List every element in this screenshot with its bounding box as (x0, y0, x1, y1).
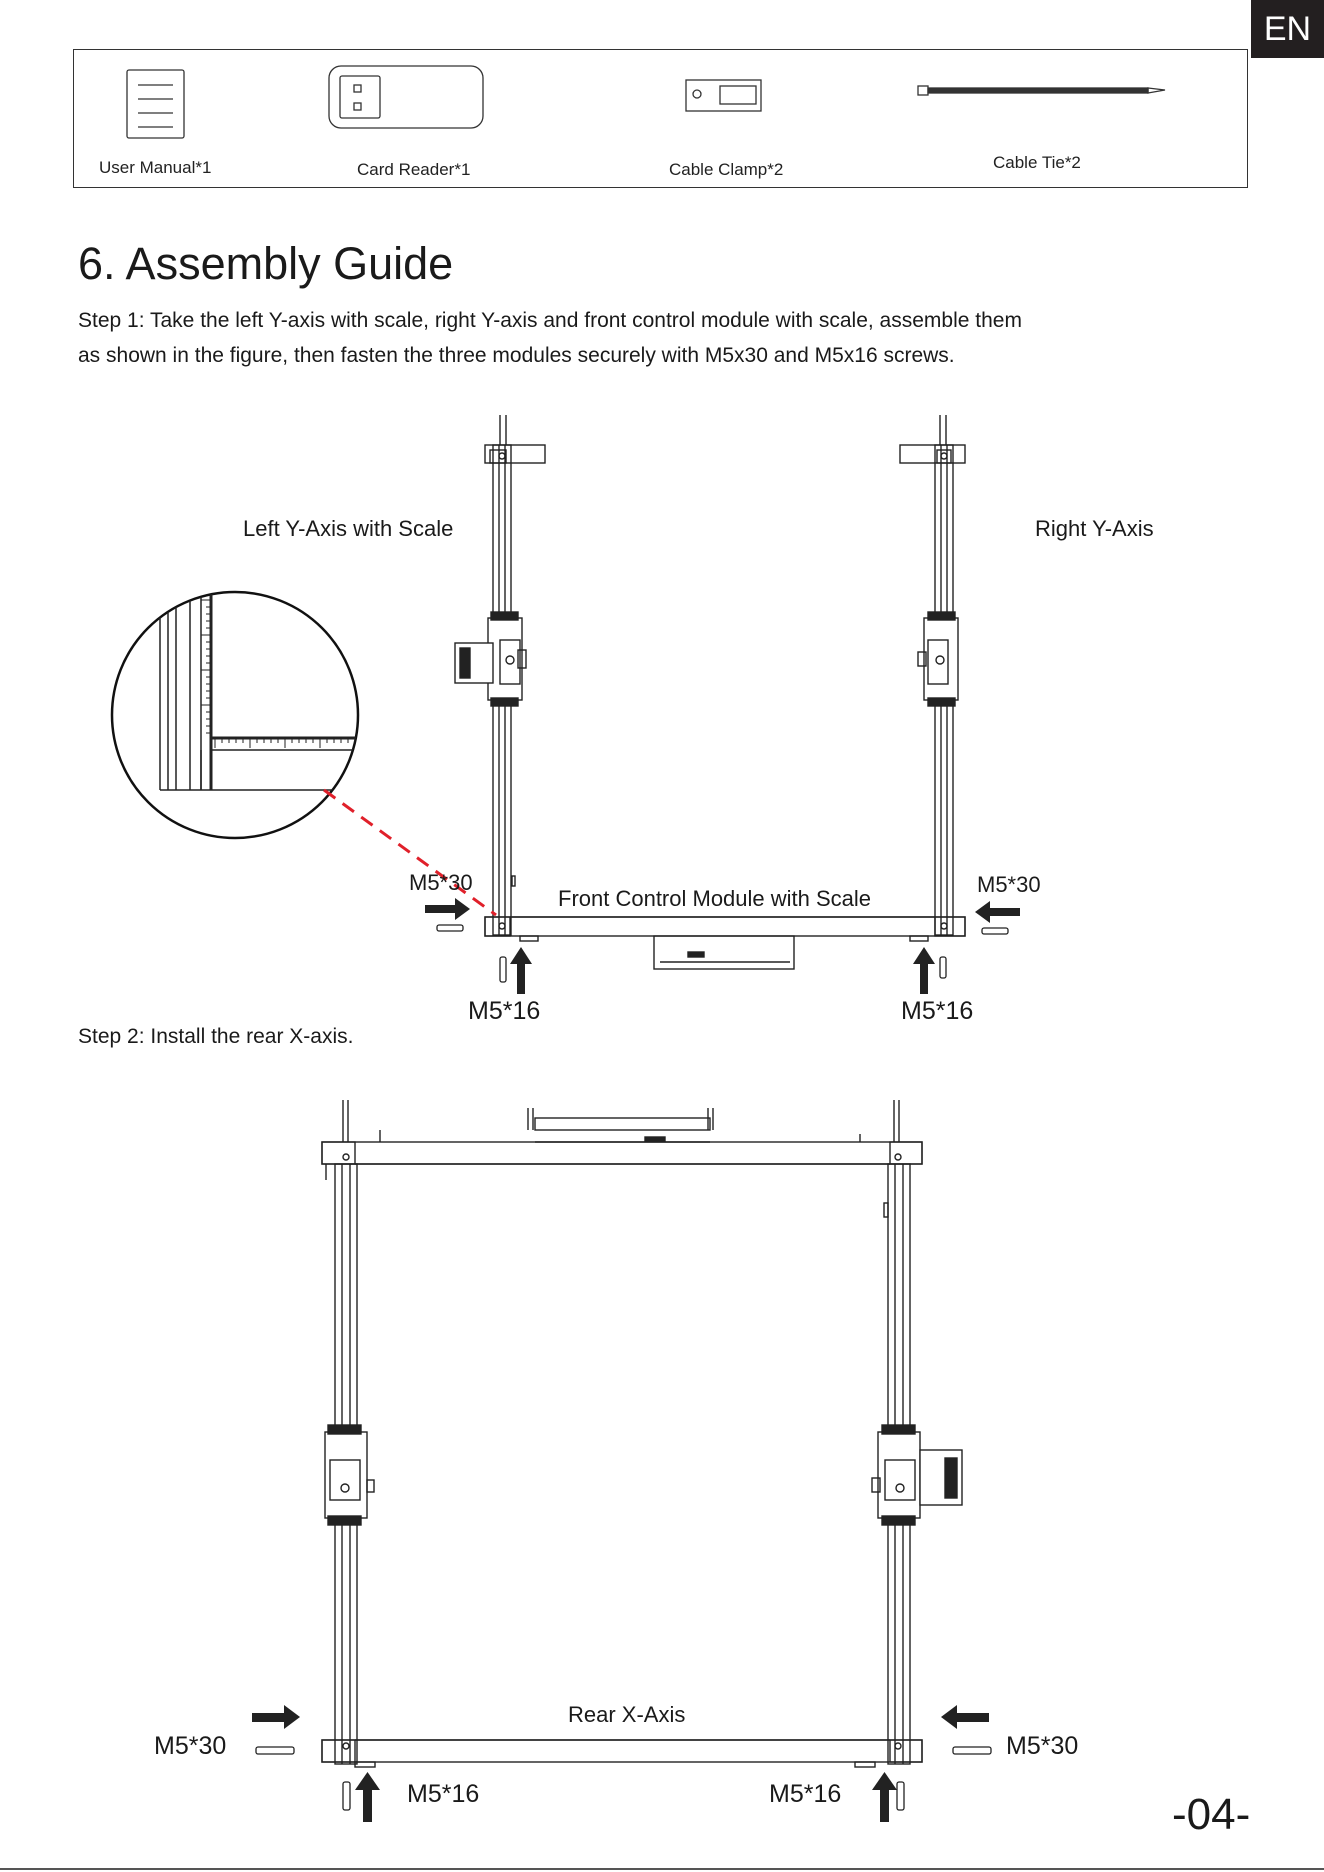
accessory-label-manual: User Manual*1 (99, 158, 212, 177)
step2-text: Step 2: Install the rear X-axis. (78, 1025, 354, 1048)
arrow-up-icon (355, 1772, 380, 1822)
arrow-left-icon (941, 1705, 989, 1729)
footer-rule (0, 1868, 1324, 1870)
screw-icon (953, 1747, 991, 1754)
front-module-label: Front Control Module with Scale (558, 886, 872, 911)
screw-icon (343, 1782, 350, 1810)
left-y-axis-label: Left Y-Axis with Scale (243, 516, 454, 541)
screw-icon (500, 957, 506, 982)
section-title: 6. Assembly Guide (78, 238, 454, 289)
step2-right-y-axis (872, 1164, 962, 1764)
step1-screw-label-right-bottom: M5*16 (901, 997, 974, 1025)
arrow-up-icon (872, 1772, 897, 1822)
step2-front-module (322, 1100, 922, 1164)
step1-left-y-axis (455, 415, 545, 935)
right-y-axis-label: Right Y-Axis (1035, 516, 1154, 541)
arrow-right-icon (425, 898, 470, 920)
step2-rear-x-axis (322, 1740, 922, 1767)
step2-screw-label-right-side: M5*30 (1006, 1732, 1079, 1760)
rear-x-axis-label: Rear X-Axis (568, 1702, 686, 1727)
step1-screw-label-left-side: M5*30 (409, 870, 473, 895)
step2-screw-label-right-bottom: M5*16 (769, 1780, 842, 1808)
step1-screw-label-left-bottom: M5*16 (468, 997, 541, 1025)
card-reader-icon (329, 66, 483, 128)
step2-screw-label-left-side: M5*30 (154, 1732, 227, 1760)
step1-screw-label-right-side: M5*30 (977, 872, 1041, 897)
step2-screw-label-left-bottom: M5*16 (407, 1780, 480, 1808)
step1-right-y-axis (900, 415, 965, 935)
screw-icon (897, 1782, 904, 1810)
arrow-up-icon (913, 947, 935, 994)
scale-magnifier (112, 580, 380, 838)
step2-left-y-axis (325, 1164, 374, 1764)
step1-fasteners (425, 898, 1020, 994)
screw-icon (982, 928, 1008, 934)
accessory-label-cable-tie: Cable Tie*2 (993, 153, 1081, 172)
arrow-right-icon (252, 1705, 300, 1729)
screw-icon (256, 1747, 294, 1754)
accessory-label-cable-clamp: Cable Clamp*2 (669, 160, 784, 179)
callout-dashed-line (324, 790, 496, 915)
arrow-left-icon (975, 901, 1020, 923)
step1-text-line2: as shown in the figure, then fasten the three modules securely with M5x30 and M5x16 screws. (78, 344, 955, 367)
arrow-up-icon (510, 947, 532, 994)
language-badge: EN (1251, 0, 1324, 58)
screw-icon (940, 957, 946, 978)
cable-tie-icon (918, 86, 1165, 95)
manual-icon (127, 70, 184, 138)
cable-clamp-icon (686, 80, 761, 111)
page-number: -04- (1172, 1790, 1251, 1839)
accessory-label-card-reader: Card Reader*1 (357, 160, 471, 179)
step1-text-line1: Step 1: Take the left Y-axis with scale, right Y-axis and front control module with scale, assemble them (78, 309, 1022, 332)
screw-icon (437, 925, 463, 931)
step2-frame-drawing (322, 1100, 962, 1767)
